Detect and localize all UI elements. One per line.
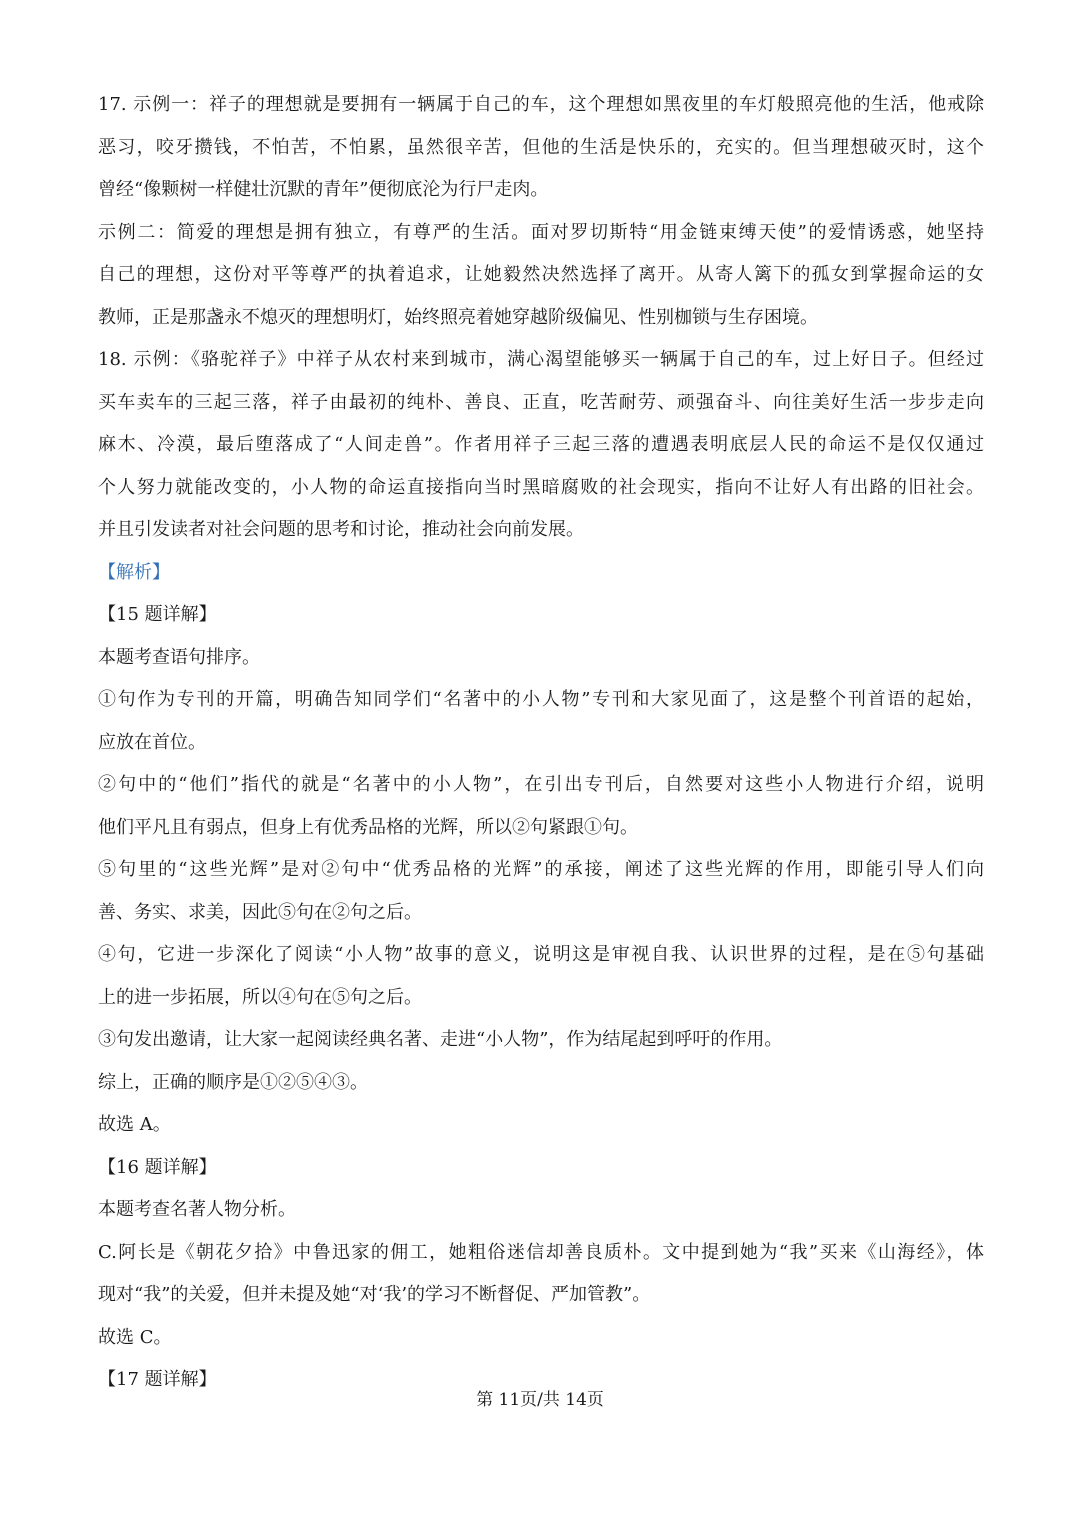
text-line: 现对“我”的关爱，但并未提及她“对‘我’的学习不断督促、严加管教”。 <box>98 1284 651 1305</box>
text-line: 【16 题详解】 <box>98 1156 217 1178</box>
text-line: ①句作为专刊的开篇，明确告知同学们“名著中的小人物”专刊和大家见面了，这是整个刊首语的起始， <box>98 689 984 710</box>
text-line: 综上，正确的顺序是①②⑤④③。 <box>98 1071 368 1093</box>
text-line: 故选 C。 <box>98 1326 172 1348</box>
text-line: 故选 A。 <box>98 1114 171 1135</box>
page-number-footer: 第 11页/共 14页 <box>476 1390 604 1410</box>
text-line: 本题考查名著人物分析。 <box>98 1199 296 1220</box>
text-line: ⑤句里的“这些光辉”是对②句中“优秀品格的光辉”的承接，阐述了这些光辉的作用，即能引导人们向 <box>98 859 984 880</box>
text-line: 示例二：简爱的理想是拥有独立，有尊严的生活。面对罗切斯特“用金链束缚天使”的爱情诱惑，她坚持 <box>98 221 984 243</box>
text-line: 曾经“像颗树一样健壮沉默的青年”便彻底沦为行尸走肉。 <box>98 179 549 200</box>
text-line: 【15 题详解】 <box>98 604 217 625</box>
text-line: 并且引发读者对社会问题的思考和讨论，推动社会向前发展。 <box>98 519 584 540</box>
text-line: 教师，正是那盏永不熄灭的理想明灯，始终照亮着她穿越阶级偏见、性别枷锁与生存困境。 <box>98 306 818 328</box>
text-line: 他们平凡且有弱点，但身上有优秀品格的光辉，所以②句紧跟①句。 <box>98 816 638 838</box>
text-line: 买车卖车的三起三落，祥子由最初的纯朴、善良、正直，吃苦耐劳、顽强奋斗、向往美好生活一步步走向 <box>98 391 984 413</box>
text-line: C.阿长是《朝花夕拾》中鲁迅家的佣工，她粗俗迷信却善良质朴。文中提到她为“我”买来《山海经》，体 <box>98 1241 984 1263</box>
text-line: ③句发出邀请，让大家一起阅读经典名著、走进“小人物”，作为结尾起到呼吁的作用。 <box>98 1029 783 1050</box>
text-line: 本题考查语句排序。 <box>98 646 260 668</box>
text-line: 【17 题详解】 <box>98 1369 217 1390</box>
text-line: ④句，它进一步深化了阅读“小人物”故事的意义，说明这是审视自我、认识世界的过程，是在⑤句基础 <box>98 944 984 965</box>
text-line: 麻木、冷漠，最后堕落成了“人间走兽”。作者用祥子三起三落的遭遇表明底层人民的命运不是仅仅通过 <box>98 434 984 455</box>
text-line: 恶习，咬牙攒钱，不怕苦，不怕累，虽然很辛苦，但他的生活是快乐的，充实的。但当理想破灭时，这个 <box>98 136 984 158</box>
text-line: 上的进一步拓展，所以④句在⑤句之后。 <box>98 986 422 1008</box>
text-line: 17. 示例一：祥子的理想就是要拥有一辆属于自己的车，这个理想如黑夜里的车灯般照亮他的生活，他戒除 <box>98 94 984 115</box>
text-line: 应放在首位。 <box>98 731 206 753</box>
section-heading-analysis: 【解析】 <box>98 561 170 583</box>
text-line: ②句中的“他们”指代的就是“名著中的小人物”，在引出专刊后，自然要对这些小人物进行介绍，说明 <box>98 774 984 795</box>
answer-explanation-body <box>98 84 984 1402</box>
text-line: 善、务实、求美，因此⑤句在②句之后。 <box>98 901 422 923</box>
text-line: 18. 示例：《骆驼祥子》中祥子从农村来到城市，满心渴望能够买一辆属于自己的车，过上好日子。但经过 <box>98 349 984 370</box>
text-line: 自己的理想，这份对平等尊严的执着追求，让她毅然决然选择了离开。从寄人篱下的孤女到掌握命运的女 <box>98 264 984 285</box>
text-line: 个人努力就能改变的，小人物的命运直接指向当时黑暗腐败的社会现实，指向不让好人有出路的旧社会。 <box>98 476 984 498</box>
